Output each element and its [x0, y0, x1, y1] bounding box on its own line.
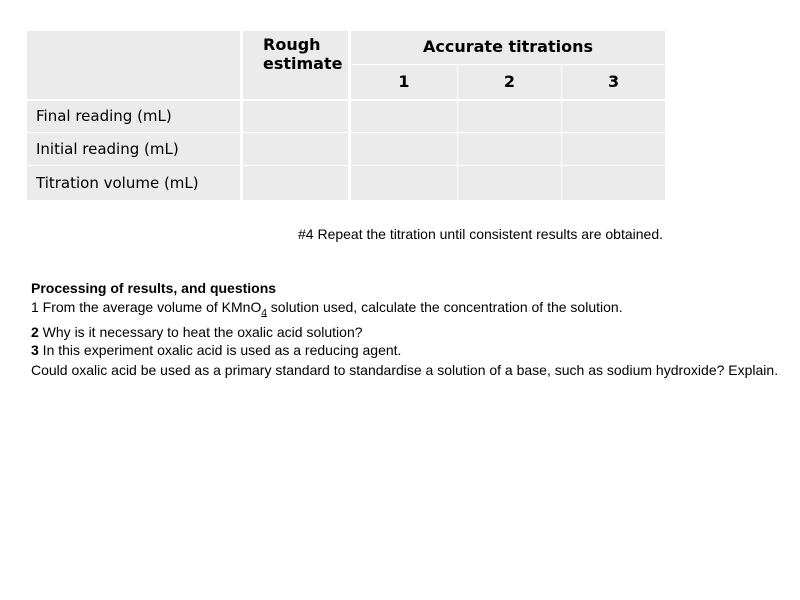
- rough-estimate-header: Rough estimate: [242, 31, 350, 100]
- table-cell[interactable]: [458, 166, 562, 201]
- question-2: [31, 323, 781, 342]
- table-cell[interactable]: [242, 100, 350, 133]
- accurate-titrations-header: Accurate titrations: [350, 31, 666, 65]
- question-text: solution used, calculate the concentration of the solution.: [266, 298, 623, 315]
- row-label-titration-volume: Titration volume (mL): [27, 166, 242, 201]
- question-3-followup: Could oxalic acid be used as a primary standard to standardise a solution of a base, such as sodium hydroxide? Explain.: [31, 361, 779, 378]
- question-text: In this experiment oxalic acid is used as a reducing agent.: [38, 342, 402, 359]
- table-cell[interactable]: [562, 100, 666, 133]
- question-3: [31, 341, 781, 360]
- question-1: [31, 298, 781, 323]
- table-cell[interactable]: [350, 100, 458, 133]
- question-number: 2: [31, 323, 39, 340]
- table-row: [27, 133, 666, 166]
- table-cell[interactable]: [562, 133, 666, 166]
- table-cell[interactable]: [458, 100, 562, 133]
- table-row: [27, 166, 666, 201]
- table-cell[interactable]: [242, 166, 350, 201]
- table-cell[interactable]: [350, 166, 458, 201]
- question-number: 1: [31, 298, 39, 315]
- question-number: 3: [31, 342, 39, 359]
- table-cell[interactable]: [458, 133, 562, 166]
- table-cell[interactable]: [562, 166, 666, 201]
- trial-3-header: 3: [562, 65, 666, 100]
- repeat-titration-note: #4 Repeat the titration until consistent results are obtained.: [298, 226, 663, 242]
- formula-subscript: 4: [261, 307, 267, 319]
- questions-heading: Processing of results, and questions: [31, 280, 277, 296]
- trial-1-header: 1: [350, 65, 458, 100]
- table-cell[interactable]: [350, 133, 458, 166]
- table-row: [27, 100, 666, 133]
- titration-results-table: [26, 30, 666, 201]
- trial-2-header: 2: [458, 65, 562, 100]
- question-text: From the average volume of KMnO: [38, 298, 262, 315]
- header-blank-cell: [27, 31, 242, 100]
- questions-section: [31, 279, 781, 381]
- table-cell[interactable]: [242, 133, 350, 166]
- row-label-initial-reading: Initial reading (mL): [27, 133, 242, 166]
- row-label-final-reading: Final reading (mL): [27, 100, 242, 133]
- question-text: Why is it necessary to heat the oxalic acid solution?: [38, 323, 363, 340]
